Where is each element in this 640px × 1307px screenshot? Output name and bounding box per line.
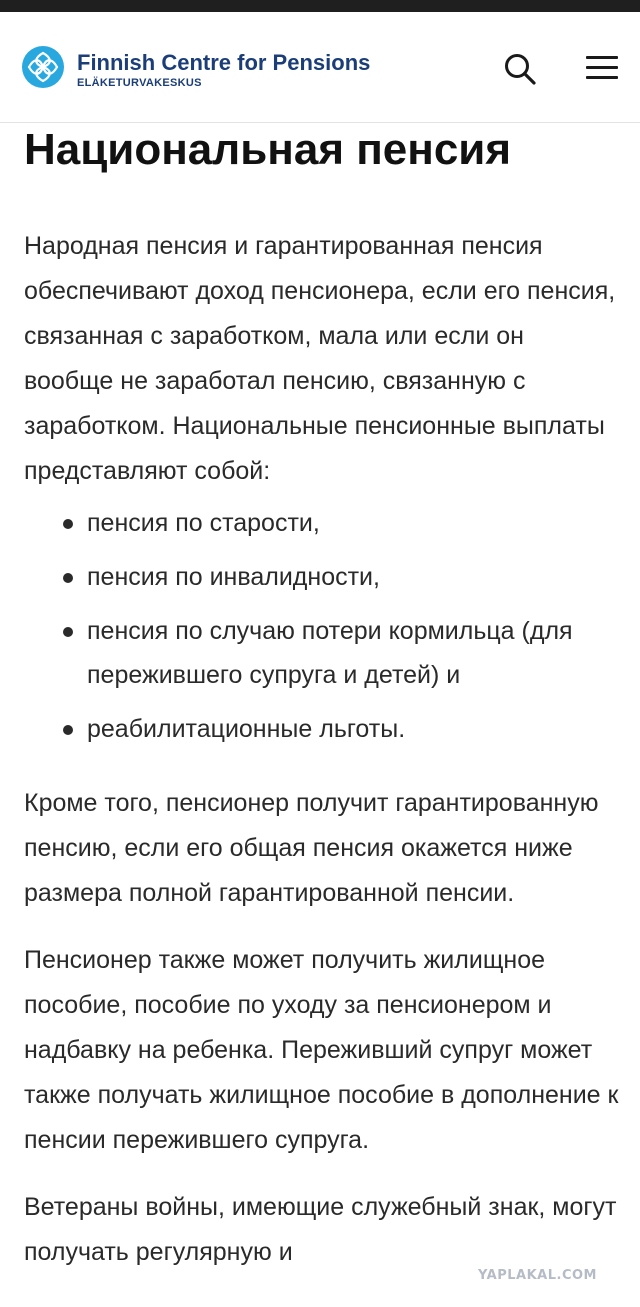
- article-content: [24, 122, 620, 1275]
- list-item: [24, 707, 620, 751]
- housing-paragraph: Пенсионер также может получить жилищное пособие, пособие по уходу за пенсионером и надбавку на ребенка. Переживший супруг может также получать жилищное пособие в дополнение к пенсии пережившего супруга.: [24, 946, 619, 1154]
- list-item-text: пенсия по старости,: [87, 509, 320, 537]
- search-icon: [502, 51, 538, 87]
- list-item: [24, 555, 620, 599]
- guarantee-paragraph: Кроме того, пенсионер получит гарантированную пенсию, если его общая пенсия окажется ниже размера полной гарантированной пенсии.: [24, 789, 599, 907]
- bullet-icon: [63, 519, 73, 529]
- list-item-text: пенсия по случаю потери кормильца (для пережившего супруга и детей) и: [87, 617, 573, 689]
- list-item-text: реабилитационные льготы.: [87, 715, 406, 743]
- page-title: Национальная пенсия: [24, 125, 512, 174]
- bullet-icon: [63, 627, 73, 637]
- site-header: [0, 12, 640, 123]
- brand-subtitle: ELÄKETURVAKESKUS: [77, 77, 202, 89]
- list-item-text: пенсия по инвалидности,: [87, 563, 380, 591]
- watermark: YAPLAKAL.COM: [478, 1268, 597, 1283]
- veterans-paragraph: Ветераны войны, имеющие служебный знак, могут получать регулярную и: [24, 1193, 617, 1266]
- brand-name[interactable]: Finnish Centre for Pensions: [77, 50, 371, 75]
- list-item: [24, 609, 620, 697]
- knot-logo-icon[interactable]: [22, 46, 64, 88]
- list-item: [24, 501, 620, 545]
- status-bar: [0, 0, 640, 12]
- menu-button[interactable]: [582, 52, 622, 84]
- benefits-list: [24, 501, 620, 751]
- hamburger-menu-icon: [582, 52, 622, 84]
- intro-paragraph: Народная пенсия и гарантированная пенсия обеспечивают доход пенсионера, если его пенсия, связанная с заработком, мала или если он вообще не заработал пенсию, связанную с заработком. Национальные пенсионные выплаты представляют собой:: [24, 232, 616, 485]
- search-button[interactable]: [502, 51, 538, 87]
- bullet-icon: [63, 725, 73, 735]
- bullet-icon: [63, 573, 73, 583]
